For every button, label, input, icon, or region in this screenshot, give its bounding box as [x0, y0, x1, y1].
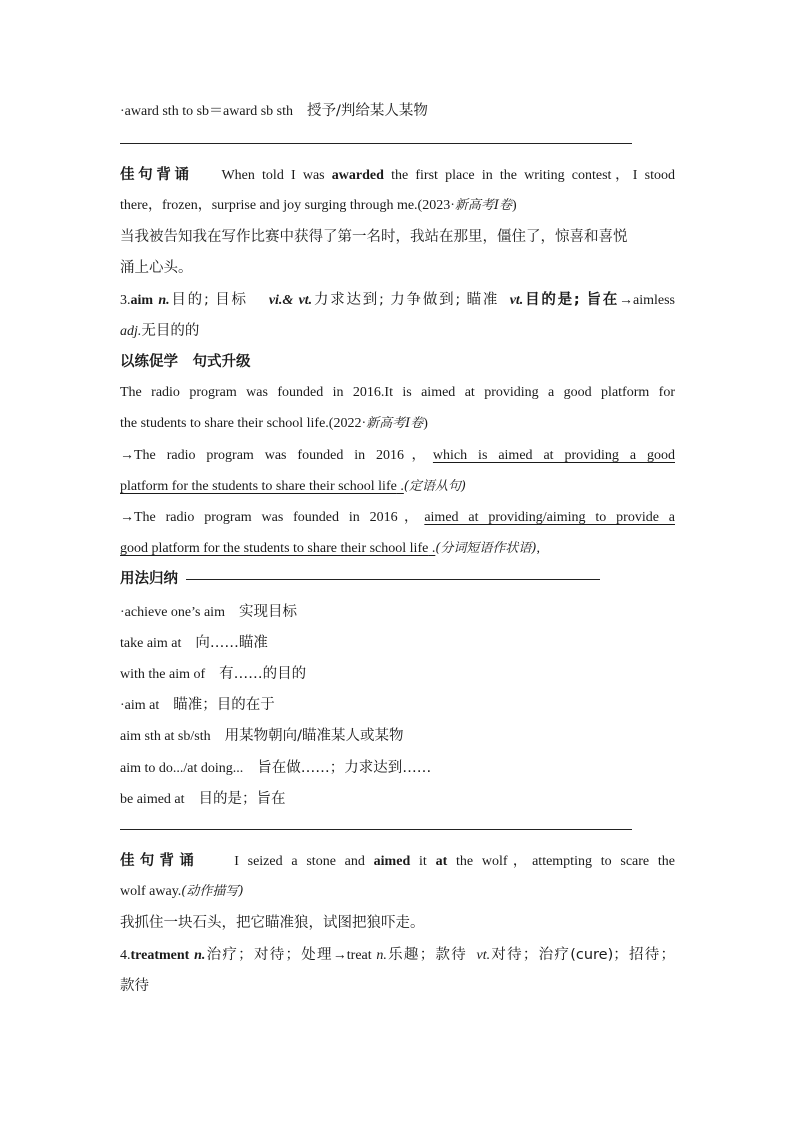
sentence-label: 佳句背诵 [120, 853, 200, 869]
answer-blank: platform for the students to share their school life [120, 479, 397, 494]
award-sentence-cn-1: 当我被告知我在写作比赛中获得了第一名时，我站在那里，僵住了，惊喜和喜悦 [120, 229, 628, 245]
award-sentence-line-2: there，frozen，surprise and joy surging through me.(2023·新高考Ⅰ卷) [120, 198, 517, 213]
award-usage-line [120, 101, 428, 122]
aim-entry-line-1: 3.aim n.目的; 目标 vi.& vt.力求达到; 力争做到; 瞄准 vt.目的是; 旨在→aimless [120, 292, 676, 308]
usage-item: ·achieve one’s aim 实现目标 [120, 604, 297, 620]
keyword-at: at [435, 854, 448, 869]
usage-item: be aimed at 目的是；旨在 [120, 791, 286, 807]
treatment-entry-line-2: 款待 [120, 978, 149, 994]
practice-answer-b-2: good platform for the students to share their school life .(分词短语作状语), [120, 541, 540, 556]
keyword-aimed: aimed [373, 854, 411, 869]
award-usage-cn: 授予/判给某人某物 [307, 103, 428, 119]
practice-original-2: the students to share their school life.(2022·新高考Ⅰ卷) [120, 416, 428, 431]
section-divider [120, 143, 632, 144]
answer-blank: aimed at providing/aiming to provide a [424, 510, 675, 525]
usage-item: ·aim at 瞄准；目的在于 [120, 697, 275, 713]
aim-sentence-cn: 我抓住一块石头，把它瞄准狼，试图把狼吓走。 [120, 915, 425, 931]
practice-answer-a-1: →The radio program was founded in 2016，which is aimed at providing a good [120, 448, 675, 463]
aim-sentence-line-2: wolf away.(动作描写) [120, 884, 244, 899]
practice-original-1: The radio program was founded in 2016.It is aimed at providing a good platform for [120, 385, 675, 400]
usage-item: aim sth at sb/sth 用某物朝向/瞄准某人或某物 [120, 728, 404, 744]
practice-answer-b-1: →The radio program was founded in 2016，aimed at providing/aiming to provide a [120, 510, 675, 525]
usage-summary-heading: 用法归纳 [120, 571, 178, 587]
answer-blank: which is aimed at providing a good [432, 448, 675, 463]
treatment-entry-line-1: 4.treatment n.治疗；对待；处理→treat n.乐趣；款待 vt.对待；治疗(cure)；招待； [120, 947, 676, 963]
headword-treatment: treatment [130, 948, 190, 963]
usage-item: with the aim of 有……的目的 [120, 666, 307, 682]
sentence-label: 佳句背诵 [120, 167, 193, 183]
heading-rule [186, 579, 600, 580]
aim-sentence-line-1: 佳句背诵 I seized a stone and aimed it at the wolf，attempting to scare the [120, 853, 676, 869]
award-sentence-cn-2: 涌上心头。 [120, 260, 193, 276]
answer-blank: good platform for the students to share their school life [120, 541, 429, 556]
practice-answer-a-2: platform for the students to share their school life .(定语从句) [120, 479, 466, 494]
usage-item: aim to do.../at doing... 旨在做……；力求达到…… [120, 760, 432, 776]
award-usage-expr: ·award sth to sb＝award sb sth [120, 104, 294, 119]
award-sentence-line-1: 佳句背诵 When told I was awarded the first place in the writing contest，I stood [120, 167, 675, 183]
section-divider [120, 829, 632, 830]
usage-item: take aim at 向……瞄准 [120, 635, 268, 651]
practice-label: 以练促学 句式升级 [120, 354, 251, 370]
headword-aim: aim [130, 293, 154, 308]
keyword-awarded: awarded [331, 168, 384, 183]
aim-entry-line-2: adj.无目的的 [120, 323, 200, 339]
source-note: 新高考Ⅰ卷 [454, 198, 513, 213]
